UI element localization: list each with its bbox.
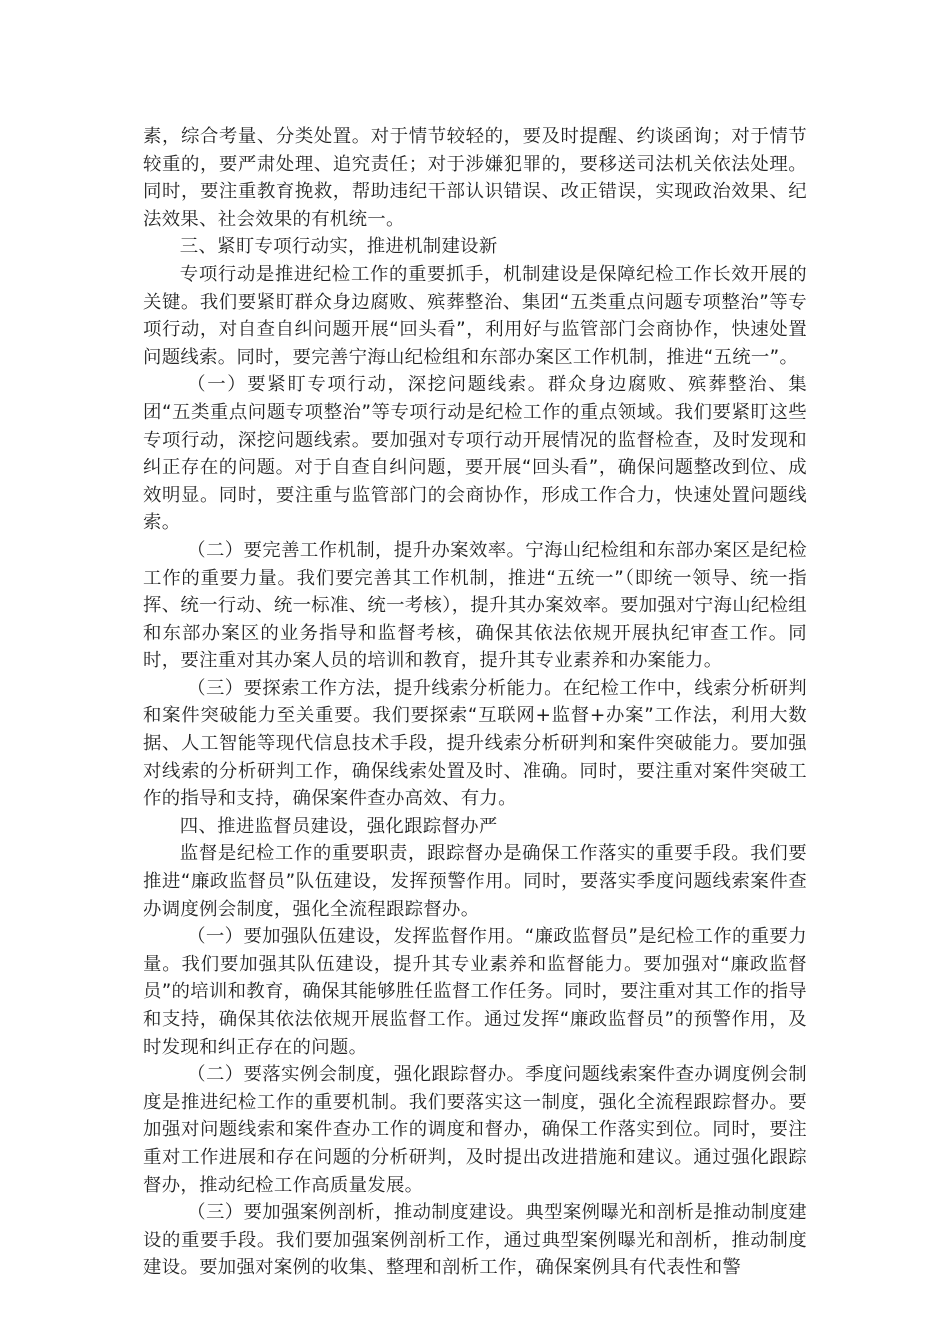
paragraph-continuation: 素，综合考量、分类处置。对于情节较轻的，要及时提醒、约谈函询；对于情节较重的，要严肃处理、追究责任；对于涉嫌犯罪的，要移送司法机关依法处理。同时，要注重教育挽救，帮助违纪干部认识错误、改正错误，实现政治效果、纪法效果、社会效果的有机统一。 bbox=[143, 126, 807, 230]
document-body bbox=[143, 123, 807, 1282]
sub-paragraph-3-2: （二）要完善工作机制，提升办案效率。宁海山纪检组和东部办案区是纪检工作的重要力量。我们要完善其工作机制，推进“五统一”（即统一领导、统一指挥、统一行动、统一标准、统一考核），提升其办案效率。要加强对宁海山纪检组和东部办案区的业务指导和监督考核，确保其依法依规开展执纪审查工作。同时，要注重对其办案人员的培训和教育，提升其专业素养和办案能力。 bbox=[143, 539, 807, 672]
sub-paragraph-3-3: （三）要探索工作方法，提升线索分析能力。在纪检工作中，线索分析研判和案件突破能力至关重要。我们要探索“互联网+监督+办案”工作法，利用大数据、人工智能等现代信息技术手段，提升线索分析研判和案件突破能力。要加强对线索的分析研判工作，确保线索处置及时、准确。同时，要注重对案件突破工作的指导和支持，确保案件查办高效、有力。 bbox=[143, 677, 807, 810]
sub-paragraph-4-1: （一）要加强队伍建设，发挥监督作用。“廉政监督员”是纪检工作的重要力量。我们要加强其队伍建设，提升其专业素养和监督能力。要加强对“廉政监督员”的培训和教育，确保其能够胜任监督工作任务。同时，要注重对其工作的指导和支持，确保其依法依规开展监督工作。通过发挥“廉政监督员”的预警作用，及时发现和纠正存在的问题。 bbox=[143, 926, 808, 1058]
section-heading-3: 三、紧盯专项行动实，推进机制建设新 bbox=[179, 236, 498, 258]
sub-paragraph-4-3: （三）要加强案例剖析，推动制度建设。典型案例曝光和剖析是推动制度建设的重要手段。我们要加强案例剖析工作，通过典型案例曝光和剖析，推动制度建设。要加强对案例的收集、整理和剖析工作，确保案例具有代表性和警 bbox=[143, 1202, 807, 1279]
sub-paragraph-4-2: （二）要落实例会制度，强化跟踪督办。季度问题线索案件查办调度例会制度是推进纪检工作的重要机制。我们要落实这一制度，强化全流程跟踪督办。要加强对问题线索和案件查办工作的调度和督办，确保工作落实到位。同时，要注重对工作进展和存在问题的分析研判，及时提出改进措施和建议。通过强化跟踪督办，推动纪检工作高质量发展。 bbox=[143, 1064, 807, 1196]
paragraph: 监督是纪检工作的重要职责，跟踪督办是确保工作落实的重要手段。我们要推进“廉政监督员”队伍建设，发挥预警作用。同时，要落实季度问题线索案件查办调度例会制度，强化全流程跟踪督办。 bbox=[143, 843, 807, 920]
sub-paragraph-3-1: （一）要紧盯专项行动，深挖问题线索。群众身边腐败、殡葬整治、集团“五类重点问题专项整治”等专项行动是纪检工作的重点领域。我们要紧盯这些专项行动，深挖问题线索。要加强对专项行动开展情况的监督检查，及时发现和纠正存在的问题。对于自查自纠问题，要开展“回头看”，确保问题整改到位、成效明显。同时，要注重与监管部门的会商协作，形成工作合力，快速处置问题线索。 bbox=[143, 374, 807, 534]
paragraph: 专项行动是推进纪检工作的重要抓手，机制建设是保障纪检工作长效开展的关键。我们要紧盯群众身边腐败、殡葬整治、集团“五类重点问题专项整治”等专项行动，对自查自纠问题开展“回头看”，利用好与监管部门会商协作，快速处置问题线索。同时，要完善宁海山纪检组和东部办案区工作机制，推进“五统一”。 bbox=[143, 263, 807, 368]
section-heading-4: 四、推进监督员建设，强化跟踪督办严 bbox=[179, 815, 498, 837]
